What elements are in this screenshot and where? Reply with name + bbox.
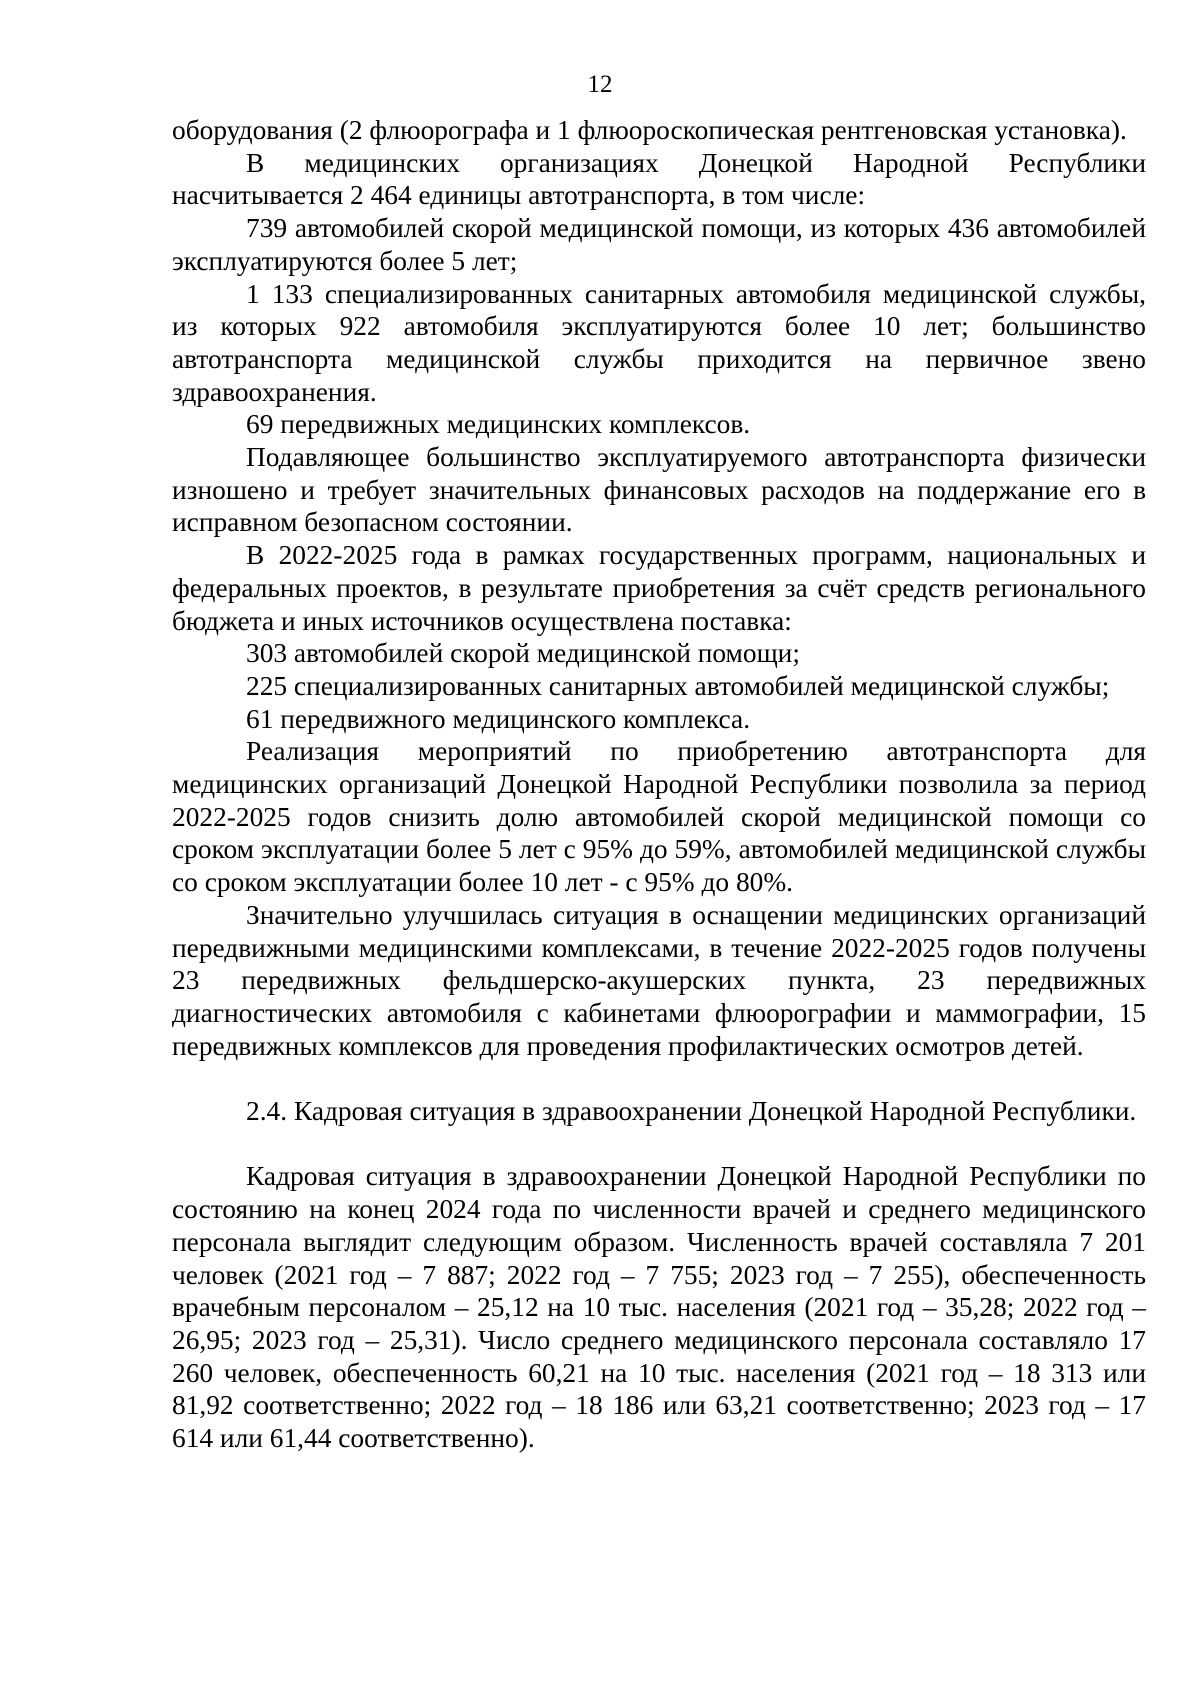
paragraph-sanitary-vehicles: 1 133 специализированных санитарных автомобиля медицинской службы, из которых 922 автомобиля эксплуатируются более 10 лет; большинство автотранспорта медицинской службы приходится на первичное звено здравоохранения. [172,278,1146,407]
paragraph-equipment-continuation: оборудования (2 флюорографа и 1 флюороскопическая рентгеновская установка). [172,115,1127,145]
paragraph-supply-ambulances: 303 автомобилей скорой медицинской помощи; [246,638,800,669]
paragraph-mobile-complexes: 69 передвижных медицинских комплексов. [246,409,751,440]
document-body [172,114,1146,1455]
paragraph-supply-mobile: 61 передвижного медицинского комплекса. [246,703,751,734]
paragraph-supply-sanitary: 225 специализированных санитарных автомобилей медицинской службы; [246,670,1110,701]
paragraph-ambulances: 739 автомобилей скорой медицинской помощи, из которых 436 автомобилей эксплуатируются более 5 лет; [172,213,1146,276]
paragraph-fleet-wear: Подавляющее большинство эксплуатируемого автотранспорта физически изношено и требует значительных финансовых расходов на поддержание его в исправном безопасном состоянии. [172,442,1146,538]
paragraph-vehicle-total: В медицинских организациях Донецкой Народной Республики насчитывается 2 464 единицы автотранспорта, в том числе: [172,147,1146,211]
paragraph-measures-result: Реализация мероприятий по приобретению автотранспорта для медицинских организаций Донецкой Народной Республики позволила за период 2022-2025 годов снизить долю автомобилей скорой медицинской помощи со сроком эксплуатации более 5 лет с 95% до 59%, автомобилей медицинской службы со сроком эксплуатации более 10 лет - с 95% до 80%. [172,736,1146,898]
paragraph-mobile-improvement: Значительно улучшилась ситуация в оснащении медицинских организаций передвижными медицинскими комплексами, в течение 2022-2025 годов получены 23 передвижных фельдшерско-акушерских пункта, 23 передвижных диагностических автомобиля с кабинетами флюорографии и маммографии, 15 передвижных комплексов для проведения профилактических осмотров детей. [172,899,1146,1061]
paragraph-staffing-situation: Кадровая ситуация в здравоохранении Донецкой Народной Республики по состоянию на конец 2024 года по численности врачей и среднего медицинского персонала выглядит следующим образом. Численность врачей составляла 7 201 человек (2021 год – 7 887; 2022 год – 7 755; 2023 год – 7 255), обеспеченность врачебным персоналом – 25,12 на 10 тыс. населения (2021 год – 35,28; 2022 год – 26,95; 2023 год – 25,31). Число среднего медицинского персонала составляло 17 260 человек, обеспеченность 60,21 на 10 тыс. населения (2021 год – 18 313 или 81,92 соответственно; 2022 год – 18 186 или 63,21 соответственно; 2023 год – 17 614 или 61,44 соответственно). [172,1161,1146,1454]
section-heading-2-4: 2.4. Кадровая ситуация в здравоохранении Донецкой Народной Республики. [246,1096,1137,1127]
paragraph-supply-2022-2025: В 2022-2025 года в рамках государственных программ, национальных и федеральных проектов, в результате приобретения за счёт средств регионального бюджета и иных источников осуществлена поставка: [172,540,1146,636]
page-number: 12 [587,71,613,98]
